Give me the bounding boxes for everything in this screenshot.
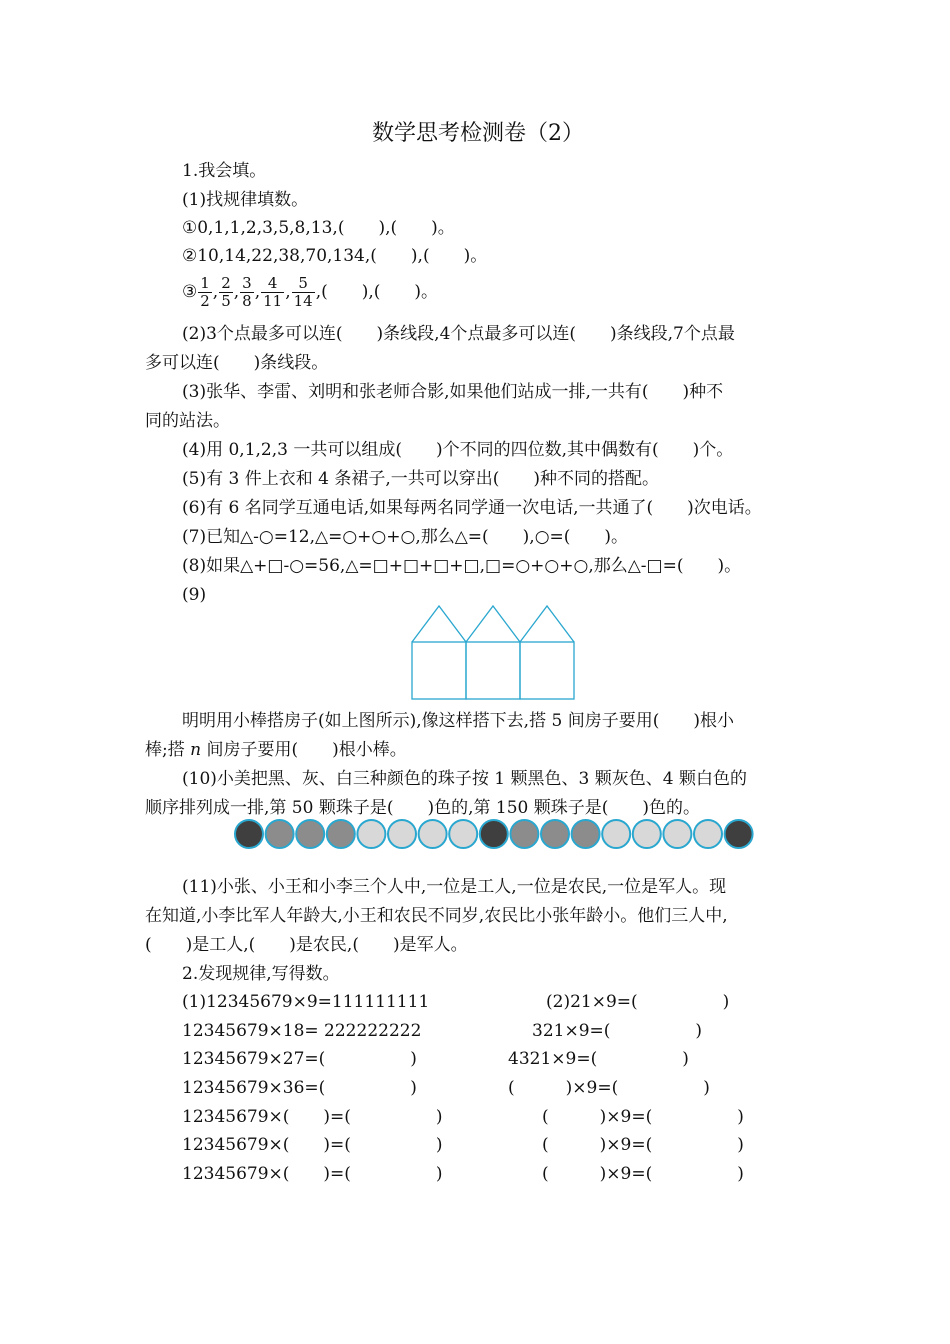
s2-right-row: 321×9=( ) (532, 1021, 703, 1041)
s2-left-row: 12345679×( )=( ) (182, 1107, 443, 1127)
fraction (219, 275, 233, 310)
fraction-denominator: 11 (263, 292, 283, 310)
s2-left-row: 12345679×( )=( ) (182, 1164, 443, 1184)
fraction-denominator: 8 (242, 292, 252, 310)
q9-line1: 明明用小棒搭房子(如上图所示),像这样搭下去,搭 5 间房子要用( )根小 (182, 711, 734, 731)
fraction-denominator: 14 (293, 292, 313, 310)
bead-white (602, 820, 630, 848)
fraction-numerator: 2 (221, 274, 231, 292)
fraction (292, 275, 315, 310)
fraction-denominator: 2 (200, 292, 210, 310)
bead-gray (510, 820, 538, 848)
q8: (8)如果△+□-○=56,△=□+□+□+□,□=○+○+○,那么△-□=( )。 (182, 556, 742, 576)
bead-gray (541, 820, 569, 848)
s2-left-row: 12345679×18= 222222222 (182, 1021, 422, 1041)
fraction-separator: , (212, 282, 219, 302)
q9-line2-post: 间房子要用( )根小棒。 (201, 740, 407, 760)
q7: (7)已知△-○=12,△=○+○+○,那么△=( ),○=( )。 (182, 527, 629, 547)
q9-line2-pre: 棒;搭 (145, 740, 191, 760)
s2-right-row: ( )×9=( ) (542, 1107, 744, 1127)
q2-line1: (2)3个点最多可以连( )条线段,4个点最多可以连( )条线段,7个点最 (182, 324, 735, 344)
fraction (261, 275, 284, 310)
q1-c-suffix: ,( ),( )。 (315, 282, 439, 302)
fraction-separator: , (233, 282, 240, 302)
q2-line2: 多可以连( )条线段。 (145, 353, 329, 373)
q9-label: (9) (182, 585, 207, 605)
bead-white (449, 820, 477, 848)
bead-gray (266, 820, 294, 848)
bead-gray (296, 820, 324, 848)
q11-line2: 在知道,小李比军人年龄大,小王和农民不同岁,农民比小张年龄小。他们三人中, (145, 906, 728, 926)
houses-figure (408, 602, 580, 702)
fraction-separator: , (254, 282, 261, 302)
bead-row (230, 816, 760, 852)
q4: (4)用 0,1,2,3 一共可以组成( )个不同的四位数,其中偶数有( )个。 (182, 440, 734, 460)
q10-line1: (10)小美把黑、灰、白三种颜色的珠子按 1 颗黑色、3 颗灰色、4 颗白色的 (182, 769, 747, 789)
bead-black (235, 820, 263, 848)
bead-white (633, 820, 661, 848)
bead-white (388, 820, 416, 848)
bead-black (480, 820, 508, 848)
s2-right-row: (2)21×9=( ) (546, 992, 730, 1012)
q11-line3: ( )是工人,( )是农民,( )是军人。 (145, 935, 468, 955)
s2-left-row: 12345679×36=( ) (182, 1078, 417, 1098)
q1-c (182, 272, 438, 312)
section1-heading: 1.我会填。 (182, 161, 267, 181)
q3-line2: 同的站法。 (145, 411, 230, 431)
s2-right-row: ( )×9=( ) (542, 1164, 744, 1184)
q3-line1: (3)张华、李雷、刘明和张老师合影,如果他们站成一排,一共有( )种不 (182, 382, 724, 402)
fraction (198, 275, 212, 310)
house-wall-1 (412, 642, 466, 699)
bead-white (663, 820, 691, 848)
s2-right-row: 4321×9=( ) (508, 1049, 689, 1069)
house-wall-3 (520, 642, 574, 699)
fraction-numerator: 1 (200, 274, 210, 292)
q1-c-prefix: ③ (182, 282, 198, 302)
q5: (5)有 3 件上衣和 4 条裙子,一共可以穿出( )种不同的搭配。 (182, 469, 659, 489)
fraction-numerator: 5 (292, 275, 315, 293)
bead-white (694, 820, 722, 848)
q1-a: ①0,1,1,2,3,5,8,13,( ),( )。 (182, 218, 455, 238)
bead-gray (327, 820, 355, 848)
q1-c-fractions (197, 274, 315, 310)
s2-left-row: 12345679×( )=( ) (182, 1135, 443, 1155)
fraction-numerator: 3 (242, 274, 252, 292)
section2-heading: 2.发现规律,写得数。 (182, 964, 340, 984)
bead-black (725, 820, 753, 848)
q6: (6)有 6 名同学互通电话,如果每两名同学通一次电话,一共通了( )次电话。 (182, 498, 762, 518)
fraction-separator: , (285, 282, 291, 302)
house-roof-2 (466, 606, 520, 642)
q11-line1: (11)小张、小王和小李三个人中,一位是工人,一位是农民,一位是军人。现 (182, 877, 727, 897)
q10-line2: 顺序排列成一排,第 50 颗珠子是( )色的,第 150 颗珠子是( )色的。 (145, 798, 701, 818)
q9-line2 (145, 739, 407, 761)
q1-b: ②10,14,22,38,70,134,( ),( )。 (182, 246, 488, 266)
s2-right-row: ( )×9=( ) (542, 1135, 744, 1155)
house-roof-3 (520, 606, 574, 642)
fraction (240, 275, 254, 310)
s2-right-row: ( )×9=( ) (508, 1078, 710, 1098)
fraction-numerator: 4 (261, 275, 284, 293)
q9-variable-n: n (190, 740, 202, 760)
house-wall-2 (466, 642, 520, 699)
house-roof-1 (412, 606, 466, 642)
bead-white (357, 820, 385, 848)
q1-label: (1)找规律填数。 (182, 190, 309, 210)
fraction-denominator: 5 (221, 292, 231, 310)
bead-gray (572, 820, 600, 848)
s2-left-row: 12345679×27=( ) (182, 1049, 417, 1069)
bead-white (419, 820, 447, 848)
page-title: 数学思考检测卷（2） (372, 121, 584, 146)
s2-left-row: (1)12345679×9=111111111 (182, 992, 430, 1012)
